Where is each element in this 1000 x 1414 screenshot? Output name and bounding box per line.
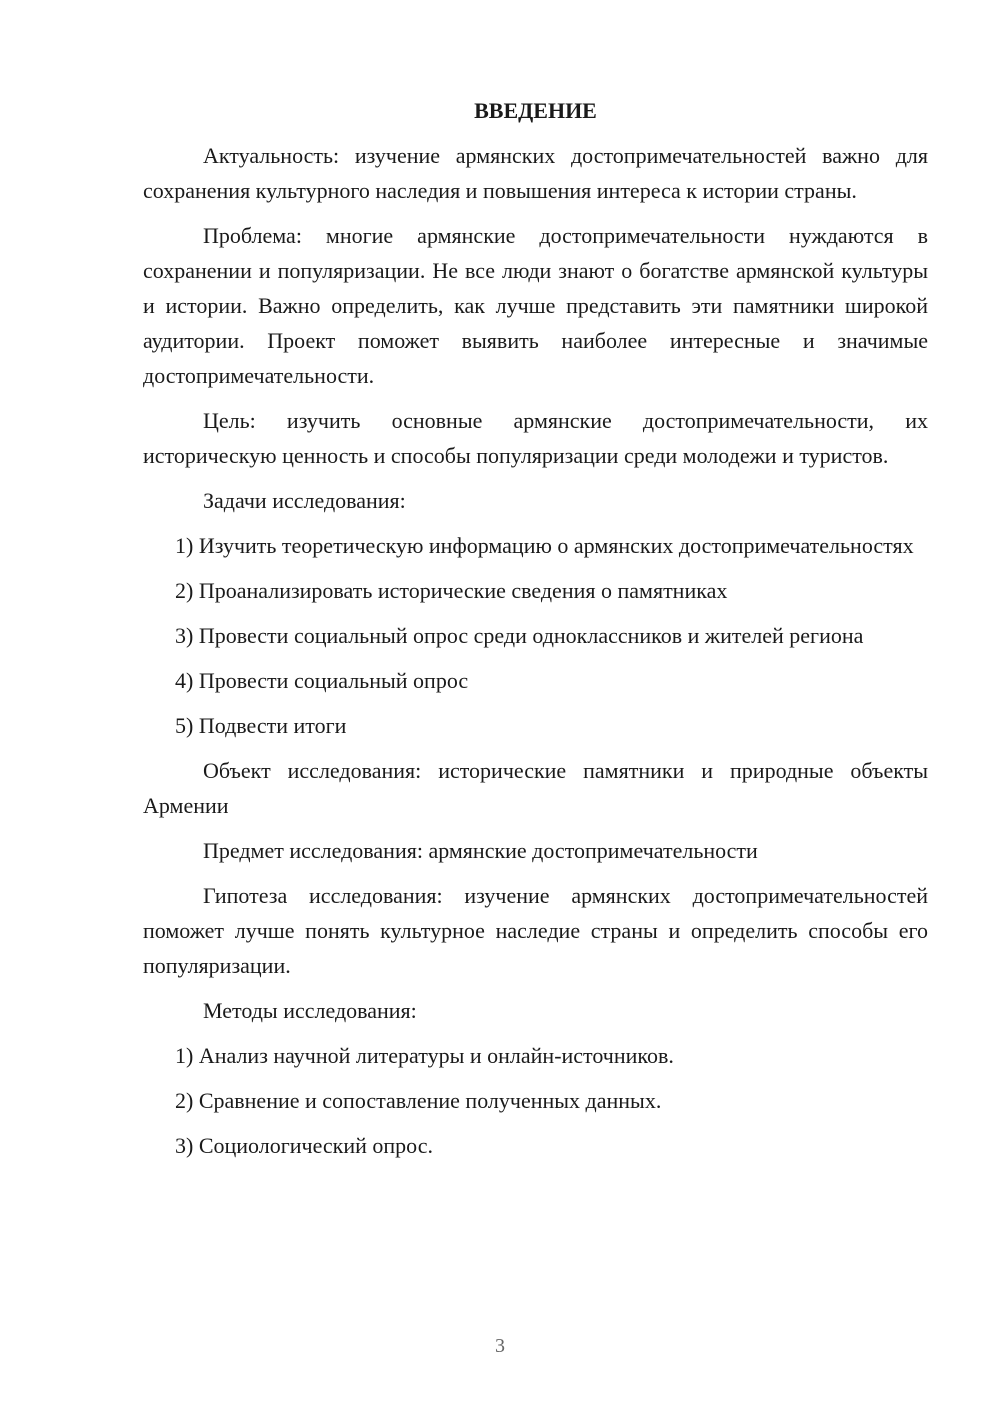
paragraph-problem: Проблема: многие армянские достопримечательности нуждаются в сохранении и популяризации. Не все люди знают о богатстве армянской культуры и истории. Важно определить, как лучше представить эти памятники широкой аудитории. Проект поможет выявить наиболее интересные и значимые достопримечательности. <box>143 223 928 388</box>
paragraph-subject: Предмет исследования: армянские достопримечательности <box>203 838 758 863</box>
method-item-3: 3) Социологический опрос. <box>175 1133 433 1158</box>
task-item-4: 4) Провести социальный опрос <box>175 668 469 693</box>
paragraph-relevance: Актуальность: изучение армянских достопримечательностей важно для сохранения культурного наследия и повышения интереса к истории страны. <box>143 143 928 203</box>
task-item-2: 2) Проанализировать исторические сведения о памятниках <box>175 578 728 603</box>
tasks-heading: Задачи исследования: <box>203 488 406 513</box>
paragraph-hypothesis: Гипотеза исследования: изучение армянских достопримечательностей поможет лучше понять культурное наследие страны и определить способы его популяризации. <box>143 883 928 978</box>
method-item-2: 2) Сравнение и сопоставление полученных данных. <box>175 1088 662 1113</box>
section-title: ВВЕДЕНИЕ <box>474 98 597 123</box>
document-page <box>143 94 928 1163</box>
task-item-1: 1) Изучить теоретическую информацию о армянских достопримечательностях <box>175 533 914 558</box>
task-item-5: 5) Подвести итоги <box>175 713 347 738</box>
paragraph-object: Объект исследования: исторические памятники и природные объекты Армении <box>143 758 928 818</box>
task-item-3: 3) Провести социальный опрос среди одноклассников и жителей региона <box>175 623 864 648</box>
paragraph-goal: Цель: изучить основные армянские достопримечательности, их историческую ценность и способы популяризации среди молодежи и туристов. <box>143 408 928 468</box>
methods-heading: Методы исследования: <box>203 998 417 1023</box>
method-item-1: 1) Анализ научной литературы и онлайн-источников. <box>175 1043 674 1068</box>
page-number: 3 <box>495 1335 505 1357</box>
